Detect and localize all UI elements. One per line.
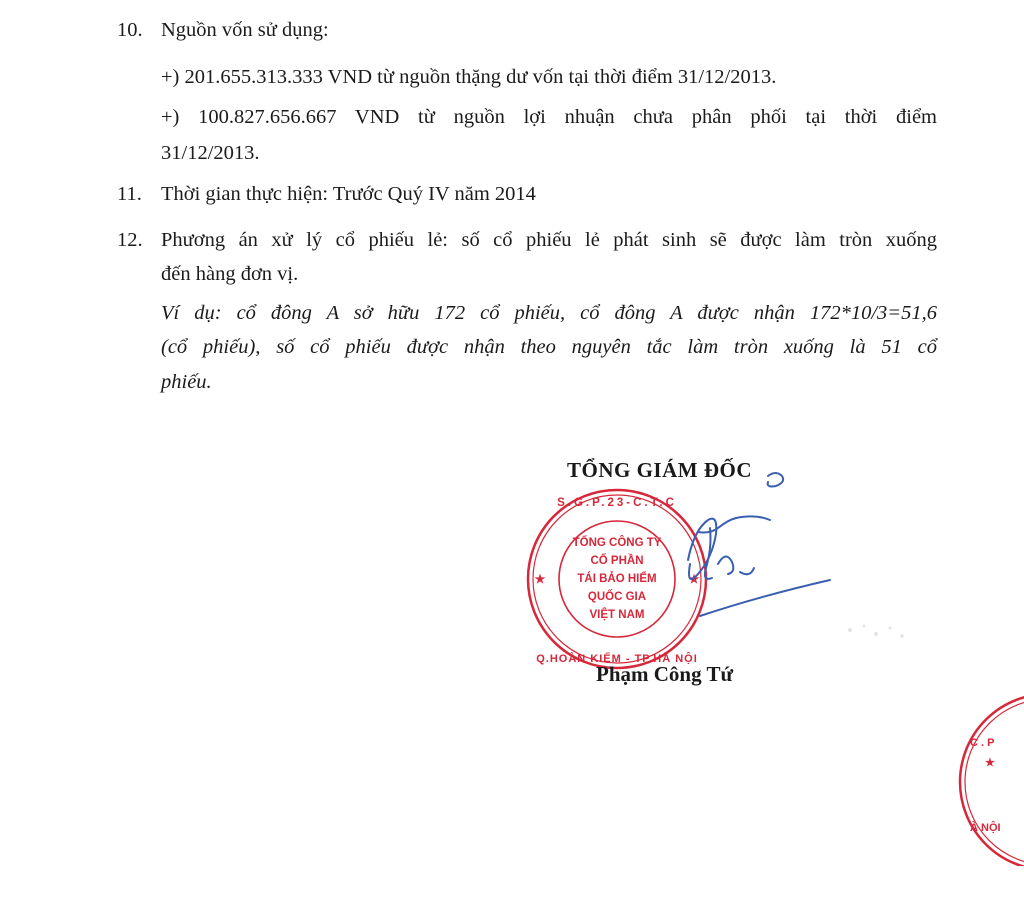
stamp-line-2: CỔ PHẦN [590,555,644,567]
example-line: phiếu. [161,371,212,393]
sub-item-line: +) 100.827.656.667 VND từ nguồn lợi nhuận chưa phân phối tại thời điểm [161,106,937,128]
svg-text:★: ★ [985,757,995,769]
stamp-line-5: VIỆT NAM [589,609,645,621]
signatory-title: TỔNG GIÁM ĐỐC [567,458,752,482]
stamp-line-1: TỔNG CÔNG TY [572,537,662,549]
item-number: 12. [117,229,143,251]
stamp-line-4: QUỐC GIA [587,591,647,603]
signatory-name: Phạm Công Tứ [596,662,734,686]
svg-text:À NỘI: À NỘI [970,822,1001,834]
svg-text:S.G.P.23-C.T.C: S.G.P.23-C.T.C [557,497,677,509]
svg-text:★: ★ [688,572,700,586]
stamp-line-3: TÁI BẢO HIỂM [577,573,657,585]
svg-text:★: ★ [534,572,546,586]
item-number: 11. [117,183,142,205]
item-text-line: đến hàng đơn vị. [161,263,299,285]
example-line: Ví dụ: cổ đông A sở hữu 172 cổ phiếu, cổ đông A được nhận 172*10/3=51,6 [161,302,937,324]
item-title: Nguồn vốn sử dụng: [161,19,329,41]
sub-item-line: +) 201.655.313.333 VND từ nguồn thặng dư vốn tại thời điểm 31/12/2013. [161,66,777,88]
sub-item-line: 31/12/2013. [161,142,260,164]
handwritten-signature [640,462,840,662]
example-line: (cổ phiếu), số cổ phiếu được nhận theo nguyên tắc làm tròn xuống là 51 cổ [161,336,937,358]
faint-smudge [830,600,930,660]
partial-stamp [930,696,1024,866]
svg-text:Q.HOÀN KIẾM - TP.HÀ NỘI: Q.HOÀN KIẾM - TP.HÀ NỘI [536,653,698,665]
item-text-line: Phương án xử lý cổ phiếu lẻ: số cổ phiếu lẻ phát sinh sẽ được làm tròn xuống [161,229,937,251]
item-number: 10. [117,19,143,41]
item-title: Thời gian thực hiện: Trước Quý IV năm 2014 [161,183,536,205]
svg-text:C . P: C . P [970,737,995,749]
